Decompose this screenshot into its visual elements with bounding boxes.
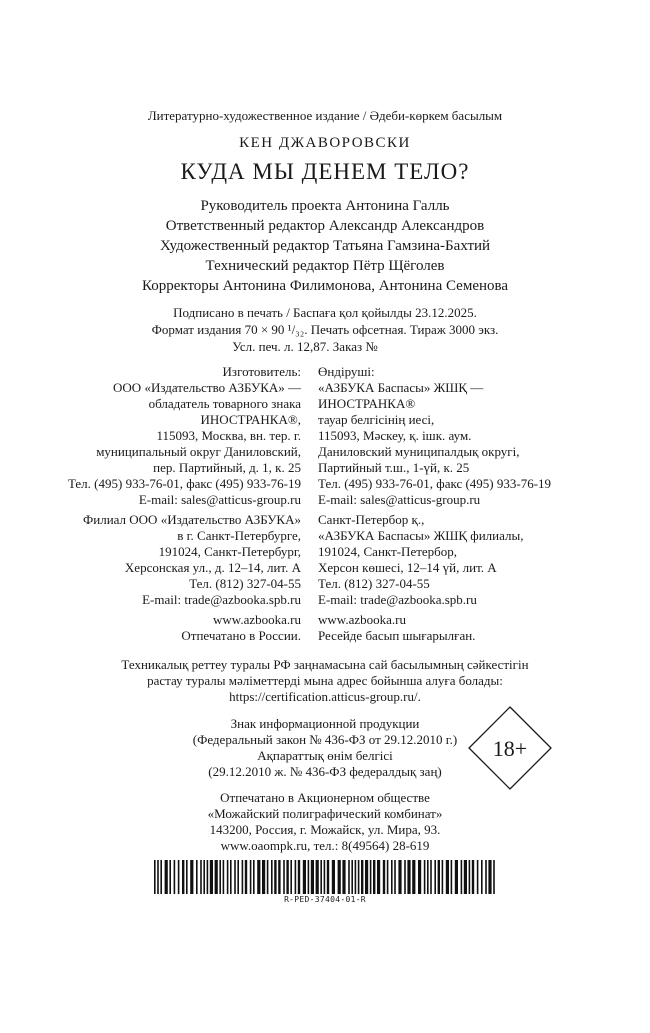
info-sign-line: Ақпараттық өнім белгісі: [257, 748, 393, 763]
branch-kz: [318, 512, 523, 608]
barcode-bar: [324, 860, 326, 894]
barcode-bar: [200, 860, 202, 894]
barcode-bar: [186, 860, 188, 894]
barcode-bar: [227, 860, 229, 894]
publisher-kz-line: «АЗБУКА Баспасы» ЖШҚ —: [318, 380, 484, 395]
barcode-bar: [253, 860, 255, 894]
barcode-bar: [377, 860, 380, 894]
print-info-line: Подписано в печать / Баспаға қол қойылды 23.12.2025.: [173, 305, 477, 320]
barcode-bar: [455, 860, 458, 894]
barcode-bar: [245, 860, 247, 894]
barcode-bar: [290, 860, 292, 894]
web-ru: [181, 612, 301, 644]
publisher-kz-line: тауар белгісінің иесі,: [318, 412, 435, 427]
publisher-ru-line: ООО «Издательство АЗБУКА» —: [113, 380, 301, 395]
barcode-bar: [355, 860, 357, 894]
printed-in: Ресейде басып шығарылған.: [318, 628, 476, 643]
print-info: [0, 304, 650, 355]
barcode-bar: [327, 860, 329, 894]
branch-kz-email: E-mail: trade@azbooka.spb.ru: [318, 592, 477, 607]
branch-kz-line: «АЗБУКА Баспасы» ЖШҚ филиалы,: [318, 528, 524, 543]
staff-line: Технический редактор Пётр Щёголев: [205, 258, 445, 274]
barcode-bar: [215, 860, 218, 894]
barcode-bar: [308, 860, 310, 894]
barcode-bar: [365, 860, 368, 894]
barcode-bar: [169, 860, 171, 894]
barcode-bar: [316, 860, 319, 894]
barcode-bar: [223, 860, 225, 894]
publisher-kz-line: Партийный т.ш., 1-үй, к. 25: [318, 460, 470, 475]
publisher-ru: [68, 364, 301, 508]
print-info-line: Формат издания 70 × 90 ¹/₃₂. Печать офсетная. Тираж 3000 экз.: [151, 322, 499, 337]
branch-ru: [83, 512, 301, 608]
age-rating-text: 18+: [492, 736, 528, 761]
barcode-bar: [174, 860, 176, 894]
publisher-ru-line: Тел. (495) 933-76-01, факс (495) 933-76-19: [67, 476, 301, 491]
barcode-bar: [267, 860, 269, 894]
staff-line: Корректоры Антонина Филимонова, Антонина Семенова: [141, 278, 509, 294]
barcode-bar: [373, 860, 375, 894]
barcode-bar: [434, 860, 436, 894]
printer-line: 143200, Россия, г. Можайск, ул. Мира, 93.: [209, 822, 441, 837]
barcode-bar: [404, 860, 406, 894]
barcode-bar: [442, 860, 444, 894]
publisher-kz-line: 115093, Мәскеу, қ. ішк. аум.: [318, 428, 472, 443]
barcode-bar: [262, 860, 265, 894]
barcode-bar: [451, 860, 453, 894]
publisher-ru-line: обладатель товарного знака: [148, 396, 301, 411]
publisher-kz-line: ИНОСТРАНКА®: [318, 396, 416, 411]
barcode-bar: [472, 860, 474, 894]
barcode-bar: [257, 860, 260, 894]
publisher-kz-line: Өндіруші:: [318, 364, 375, 379]
barcode-bar: [242, 860, 244, 894]
age-rating-badge: [467, 705, 553, 791]
barcode-bar: [154, 860, 156, 894]
info-sign-line: (Федеральный закон № 436-ФЗ от 29.12.2010 г.): [192, 732, 458, 747]
staff-list: [0, 196, 650, 296]
barcode-bar: [160, 860, 162, 894]
certification-url: https://certification.atticus-group.ru/.: [229, 689, 421, 704]
printer-info: [0, 790, 650, 854]
barcode-bar: [295, 860, 297, 894]
staff-line: Руководитель проекта Антонина Галль: [200, 198, 450, 214]
barcode-bar: [398, 860, 401, 894]
barcode-bar: [370, 860, 372, 894]
branch-kz-line: Херсон көшесі, 12–14 үй, лит. А: [318, 560, 497, 575]
branch-ru-line: в г. Санкт-Петербурге,: [177, 528, 301, 543]
barcode-bar: [438, 860, 440, 894]
barcode-bar: [488, 860, 491, 894]
web-kz: [318, 612, 475, 644]
barcode-bar: [283, 860, 285, 894]
barcode-bar: [332, 860, 335, 894]
website-link: www.azbooka.ru: [318, 612, 406, 627]
barcode-bar: [303, 860, 306, 894]
printed-in: Отпечатано в России.: [181, 628, 301, 643]
barcode-bar: [394, 860, 396, 894]
barcode-bar: [207, 860, 209, 894]
staff-line: Ответственный редактор Александр Александров: [165, 218, 485, 234]
barcode-bar: [481, 860, 483, 894]
barcode-bar: [387, 860, 389, 894]
barcode-bar: [338, 860, 341, 894]
barcode-bar: [383, 860, 385, 894]
branch-ru-line: Филиал ООО «Издательство АЗБУКА»: [82, 512, 301, 527]
publisher-ru-line: ИНОСТРАНКА®,: [200, 412, 301, 427]
info-sign-line: (29.12.2010 ж. № 436-ФЗ федералдық заң): [208, 764, 442, 779]
barcode-bar: [430, 860, 432, 894]
website-link: www.azbooka.ru: [213, 612, 301, 627]
barcode-bar: [342, 860, 345, 894]
barcode-bar: [427, 860, 429, 894]
barcode-bar: [446, 860, 449, 894]
barcode-bar: [271, 860, 273, 894]
printer-line: «Можайский полиграфический комбинат»: [207, 806, 443, 821]
barcode-bar: [274, 860, 276, 894]
publisher-ru-line: Изготовитель:: [222, 364, 301, 379]
barcode-bar: [358, 860, 360, 894]
barcode-bar: [418, 860, 421, 894]
branch-kz-line: Тел. (812) 327-04-55: [318, 576, 430, 591]
barcode-caption: R-PED-37404-01-R: [284, 895, 366, 904]
barcode-bar: [157, 860, 159, 894]
publisher-ru-email: E-mail: sales@atticus-group.ru: [138, 492, 301, 507]
book-title: КУДА МЫ ДЕНЕМ ТЕЛО?: [180, 159, 470, 184]
barcode-bar: [278, 860, 280, 894]
staff-line: Художественный редактор Татьяна Гамзина-Бахтий: [159, 238, 491, 254]
barcode-bar: [424, 860, 426, 894]
printer-line: Отпечатано в Акционерном обществе: [220, 790, 430, 805]
barcode-bar: [351, 860, 353, 894]
certification-line: растау туралы мәліметтерді мына адрес бойынша алуға болады:: [147, 673, 503, 688]
publisher-kz-line: Тел. (495) 933-76-01, факс (495) 933-76-19: [318, 476, 552, 491]
barcode-bar: [250, 860, 252, 894]
barcode-bar: [234, 860, 236, 894]
barcode-bar: [178, 860, 180, 894]
certification-note: [0, 657, 650, 705]
barcode-bar: [196, 860, 198, 894]
publisher-ru-line: пер. Партийный, д. 1, к. 25: [153, 460, 301, 475]
barcode-icon: [154, 860, 496, 894]
barcode-bar: [210, 860, 213, 894]
barcode-bar: [182, 860, 184, 894]
barcode-bar: [230, 860, 232, 894]
barcode-bar: [311, 860, 314, 894]
publisher-ru-line: муниципальный округ Даниловский,: [96, 444, 301, 459]
barcode-bar: [412, 860, 415, 894]
barcode-bar: [391, 860, 393, 894]
edition-type: Литературно-художественное издание / Әдеби-көркем басылым: [147, 108, 503, 123]
certification-line: Техникалық реттеу туралы РФ заңнамасына сай басылымның сәйкестігін: [121, 657, 529, 672]
info-sign-line: Знак информационной продукции: [230, 716, 420, 731]
barcode-bar: [461, 860, 463, 894]
branch-ru-email: E-mail: trade@azbooka.spb.ru: [142, 592, 301, 607]
barcode-bar: [237, 860, 239, 894]
barcode-bar: [286, 860, 288, 894]
branch-kz-line: 191024, Санкт-Петербор,: [318, 544, 458, 559]
barcode-bar: [203, 860, 205, 894]
print-info-line: Усл. печ. л. 12,87. Заказ №: [232, 339, 378, 354]
branch-ru-line: 191024, Санкт-Петербург,: [158, 544, 301, 559]
barcode-bar: [477, 860, 479, 894]
branch-kz-line: Санкт-Петербор қ.,: [318, 512, 425, 527]
barcode-bar: [320, 860, 322, 894]
barcode-bar: [469, 860, 471, 894]
barcode-bar: [348, 860, 350, 894]
branch-ru-line: Херсонская ул., д. 12–14, лит. А: [124, 560, 301, 575]
publisher-ru-line: 115093, Москва, вн. тер. г.: [156, 428, 301, 443]
barcode-bar: [485, 860, 487, 894]
barcode-bar: [190, 860, 193, 894]
barcode-bar: [165, 860, 168, 894]
barcode-bar: [219, 860, 221, 894]
branch-ru-line: Тел. (812) 327-04-55: [189, 576, 301, 591]
publisher-kz: [318, 364, 551, 508]
publisher-kz-line: Даниловский муниципалдық округі,: [318, 444, 520, 459]
printer-line: www.oaompk.ru, тел.: 8(49564) 28-619: [220, 838, 430, 853]
publisher-kz-email: E-mail: sales@atticus-group.ru: [318, 492, 481, 507]
barcode-bar: [361, 860, 363, 894]
author-name: КЕН ДЖАВОРОВСКИ: [239, 135, 411, 151]
barcode-bar: [298, 860, 300, 894]
barcode-bar: [493, 860, 495, 894]
barcode-bar: [407, 860, 410, 894]
barcode-bar: [464, 860, 467, 894]
